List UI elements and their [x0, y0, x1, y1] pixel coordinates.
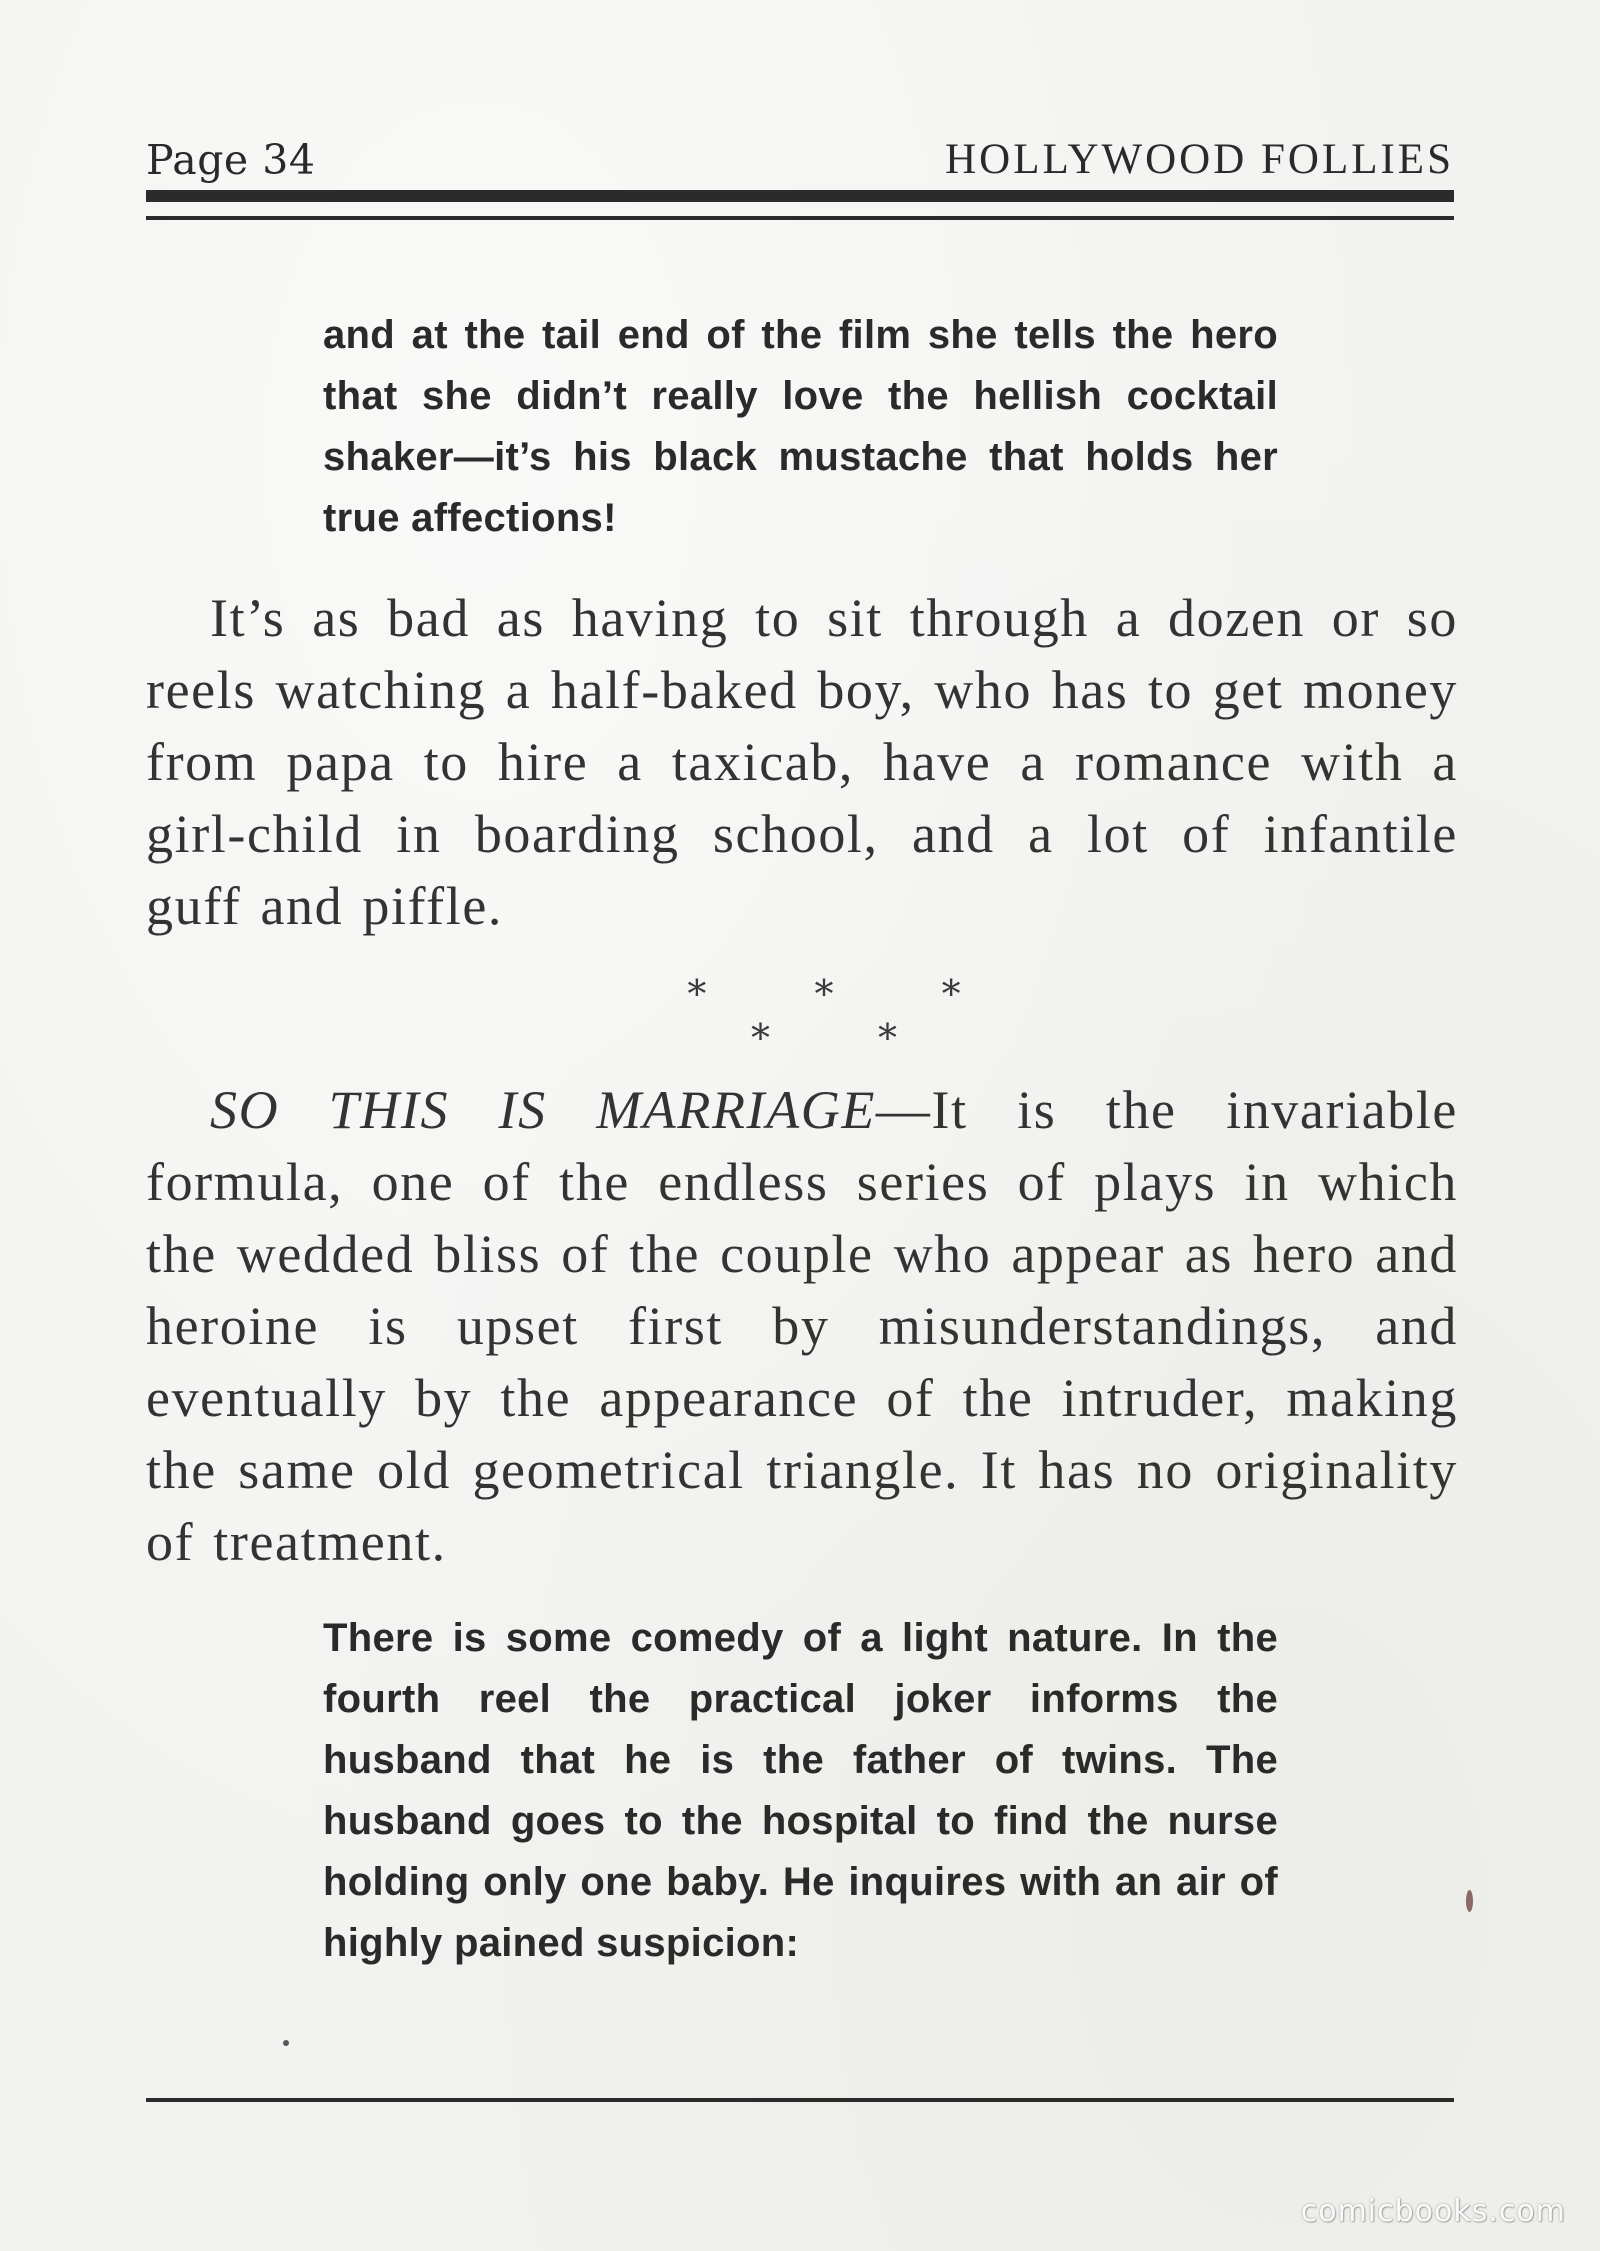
header-rule-thin — [146, 216, 1454, 220]
running-title: HOLLYWOOD FOLLIES — [945, 136, 1454, 183]
body-paragraph-1: It’s as bad as having to sit through a dozen or so reels watching a half-baked boy, who has to get money from papa to hire a taxicab, have a romance with a girl-child in boarding school, and a lot of infantile guff and piffle. — [146, 588, 1458, 936]
film-title: SO THIS IS MARRIAGE — [210, 1080, 876, 1140]
header-rule-thick — [146, 190, 1454, 202]
paper-speck — [1466, 1890, 1473, 1912]
body-paragraph-2 — [146, 1074, 1458, 1578]
paper-speck — [283, 2040, 289, 2046]
page-header — [146, 128, 1454, 188]
indented-bold-paragraph-2: There is some comedy of a light nature. In the fourth reel the practical joker informs the husband that he is the father of twins. The husband goes to the hospital to find the nurse holding only one baby. He inquires with an air of highly pained suspicion: — [323, 1616, 1278, 1965]
footer-rule — [146, 2098, 1454, 2102]
section-separator: * * * * * — [687, 972, 1009, 1060]
watermark: comicbooks.com — [1300, 2194, 1566, 2229]
body-paragraph-2-text: —It is the invariable formula, one of the endless series of plays in which the wedded bliss of the couple who appear as hero and heroine is upset first by misunderstandings, and eventually by the appearance of the intruder, making the same old geometrical triangle. It has no originality of treatment. — [146, 1080, 1458, 1572]
page-number: Page 34 — [146, 136, 316, 184]
indented-bold-paragraph-1: and at the tail end of the film she tells the hero that she didn’t really love the hellish cocktail shaker—it’s his black mustache that holds her true affections! — [323, 313, 1278, 540]
